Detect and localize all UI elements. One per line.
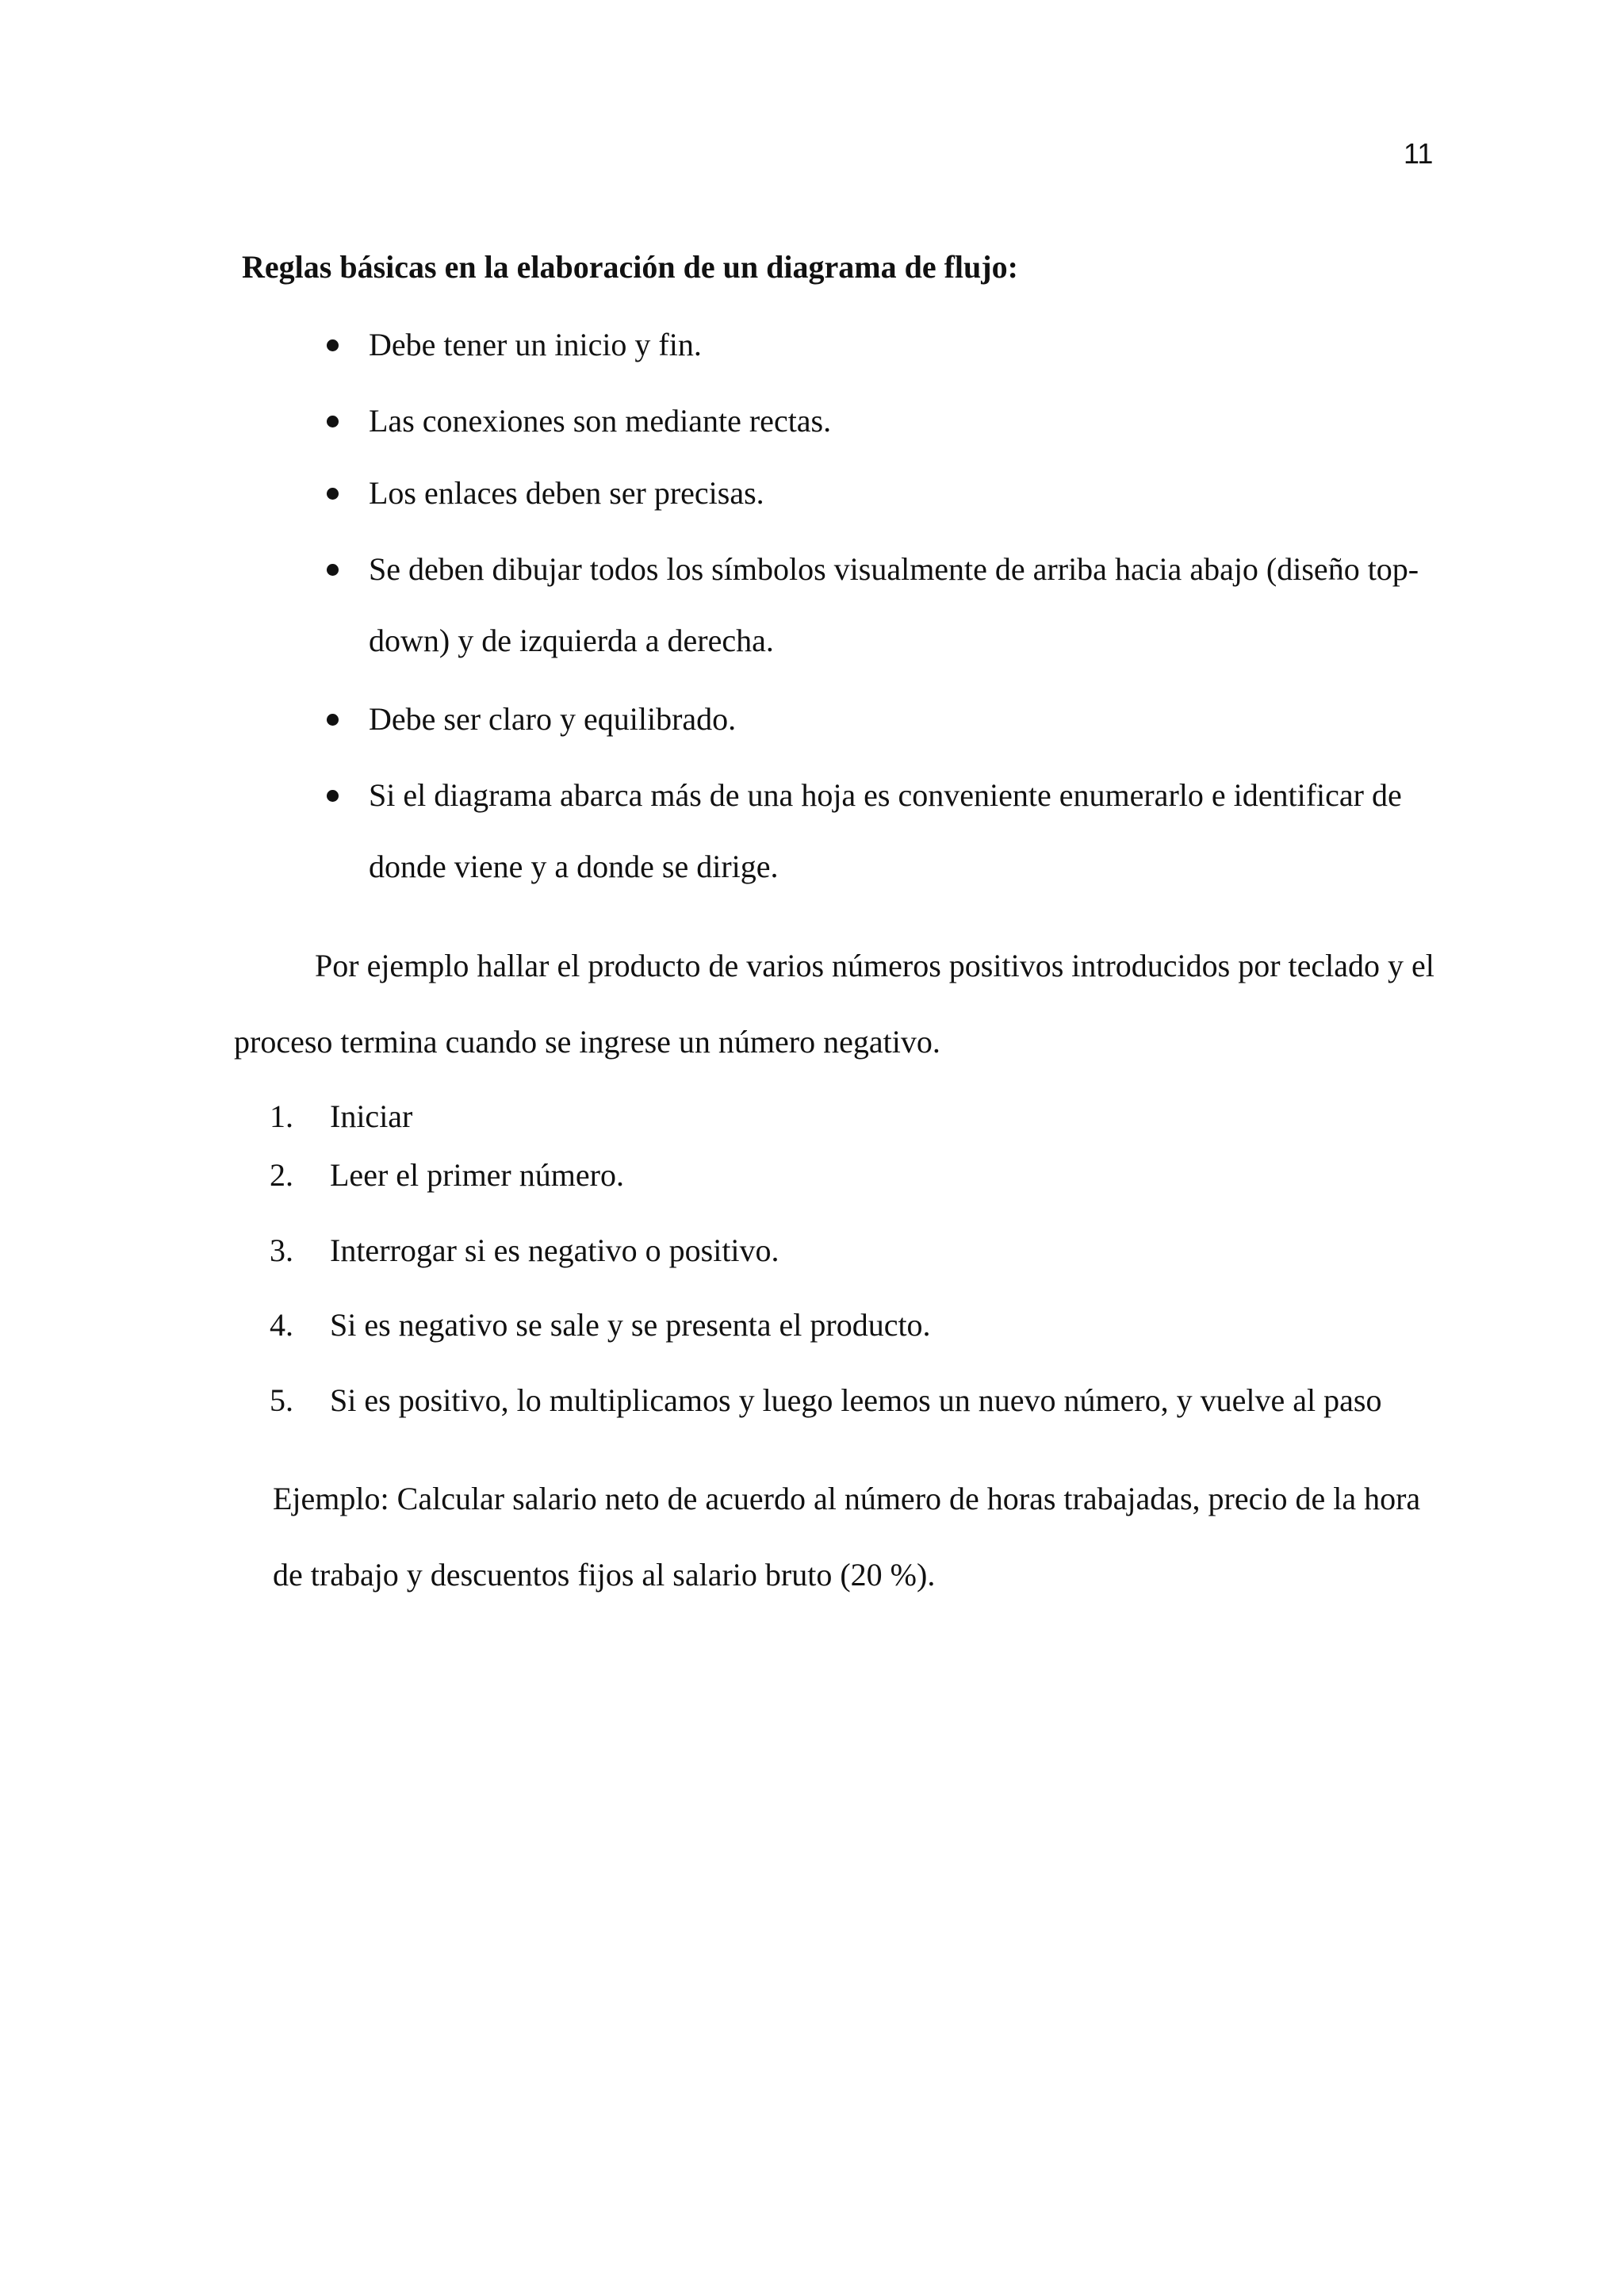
rule-item (327, 385, 1469, 457)
bullet-icon (327, 339, 339, 351)
bullet-icon (327, 564, 339, 576)
step-item (270, 1381, 1381, 1420)
section-heading: Reglas básicas en la elaboración de un diagrama de flujo: (242, 249, 1018, 285)
rule-item (327, 458, 1469, 529)
bullet-icon (327, 488, 339, 500)
step-number: 5. (270, 1382, 293, 1418)
bullet-icon (327, 416, 339, 427)
page-number: 11 (1404, 137, 1434, 170)
rule-item (327, 534, 1469, 677)
bullet-icon (327, 714, 339, 726)
step-number: 4. (270, 1307, 293, 1343)
example-paragraph: Ejemplo: Calcular salario neto de acuerdo al número de horas trabajadas, precio de la hora de trabajo y descuentos fijos al salario bruto (20 %). (273, 1481, 1421, 1593)
rule-text: Debe tener un inicio y fin. (369, 327, 702, 362)
step-number: 2. (270, 1157, 293, 1193)
rule-item (327, 309, 1469, 381)
rule-text: Se deben dibujar todos los símbolos visualmente de arriba hacia abajo (diseño top-down) y de izquierda a derecha. (369, 551, 1419, 658)
rule-text: Debe ser claro y equilibrado. (369, 701, 737, 737)
rule-text: Si el diagrama abarca más de una hoja es conveniente enumerarlo e identificar de donde viene y a donde se dirige. (369, 777, 1402, 884)
rule-item (327, 684, 1469, 755)
step-text: Interrogar si es negativo o positivo. (330, 1232, 779, 1268)
rule-item (327, 760, 1469, 903)
intro-paragraph-text: Por ejemplo hallar el producto de varios números positivos introducidos por teclado y el proceso termina cuando se ingrese un número negativo. (234, 948, 1434, 1060)
bullet-icon (327, 790, 339, 802)
step-text: Si es positivo, lo multiplicamos y luego leemos un nuevo número, y vuelve al paso (330, 1382, 1382, 1418)
step-item (270, 1156, 624, 1195)
intro-paragraph (234, 928, 1487, 1080)
step-item (270, 1231, 779, 1271)
step-item (270, 1305, 931, 1345)
step-number: 1. (270, 1098, 293, 1134)
rule-text: Los enlaces deben ser precisas. (369, 475, 764, 511)
step-text: Si es negativo se sale y se presenta el producto. (330, 1307, 931, 1343)
step-number: 3. (270, 1232, 293, 1268)
step-text: Leer el primer número. (330, 1157, 624, 1193)
step-item (270, 1097, 412, 1137)
rule-text: Las conexiones son mediante rectas. (369, 403, 832, 439)
step-text: Iniciar (330, 1098, 413, 1134)
